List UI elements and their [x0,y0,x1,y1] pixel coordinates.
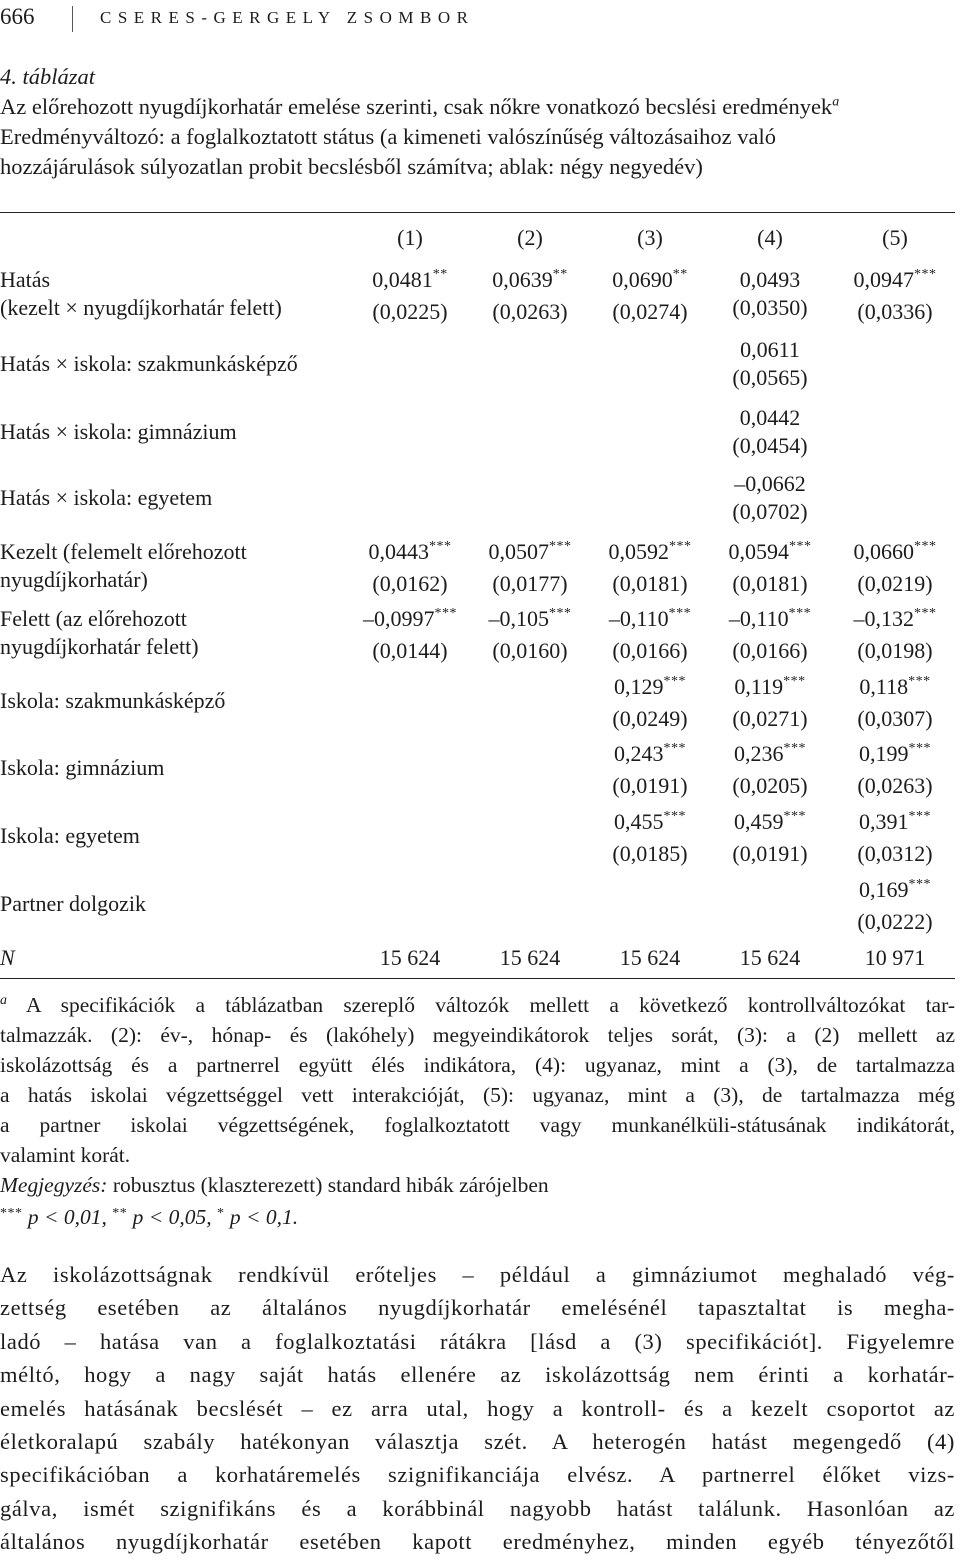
coefficient [372,266,448,298]
footnote-text: a partner iskolai végzettségének, foglalkoztatott vagy munkanélküli-státusának indikátorát, [0,1113,955,1137]
coefficient [854,538,937,570]
coefficient [859,876,931,908]
n-label: N [0,945,15,970]
coefficient-value: 0,169 [859,877,909,902]
table-cell [710,266,830,322]
coefficient [609,538,692,570]
coefficient [854,266,937,298]
row-label [0,605,199,661]
footnote-text: a hatás iskolai végzettséggel vett interakcióját, (5): ugyanaz, mint a (3), de tartalmazza még [0,1083,955,1107]
body-line: emelés hatásának becslését – ez arra utal, hogy a kontroll- és a kezelt csoportot az [0,1395,955,1421]
column-header: (4) [757,225,783,250]
row-label [0,350,298,378]
significance-stars: *** [783,741,806,756]
table-cell [835,740,955,800]
footnote-text: iskolázottság és a partnerrel együtt élés indikátora, (4): ugyanaz, mint a (3), de tartalmazza [0,1053,955,1077]
body-line: Az iskolázottságnak rendkívül erőteljes – például a gimnáziumot meghaladó vég- [0,1262,955,1287]
standard-error: (0,0350) [732,295,808,320]
body-line: ladó – hatása van a foglalkoztatási rátákra [lásd a (3) specifikációt]. Figyelemre [0,1328,955,1354]
coefficient [734,740,806,772]
significance-stars: *** [908,809,931,824]
column-header: (3) [637,225,663,250]
footnote-line [0,1140,955,1170]
significance-stars: *** [783,809,806,824]
table-cell [835,876,955,936]
coefficient-value: 0,119 [734,674,784,699]
row-label-line: Hatás × iskola: egyetem [0,485,213,510]
table-title-note-mark: a [832,94,840,110]
standard-error: (0,0565) [732,365,808,390]
row-label [0,754,164,782]
row-label [0,266,282,322]
coefficient-value: 0,0594 [728,539,789,564]
significance-stars: *** [914,267,937,282]
standard-error: (0,0263) [492,299,568,324]
coefficient-value: 0,391 [859,809,909,834]
significance-legend [0,1202,955,1236]
row-label-line: Iskola: szakmunkásképző [0,688,226,713]
outcome-line-1: Eredményváltozó: a foglalkoztatott státus (a kimeneti valószínűség változásaihoz való [0,124,776,149]
significance-stars: *** [429,539,452,554]
coefficient-value: –0,105 [488,606,549,631]
coefficient-value: 0,0493 [739,267,801,292]
standard-error: (0,0162) [372,571,448,596]
coefficient [609,605,691,637]
running-header [0,4,960,36]
row-label [0,890,146,918]
table-footnotes [0,990,955,1236]
row-label [0,418,237,446]
footnote-a [0,990,955,1170]
sig-1-stars: *** [0,1206,23,1221]
column-header: (1) [397,225,423,250]
row-label [0,484,212,512]
significance-stars: *** [783,674,806,689]
standard-error: (0,0160) [492,638,568,663]
standard-error: (0,0191) [732,841,808,866]
table-cell [590,740,710,800]
footnote-line [0,1050,955,1080]
n-value: 15 624 [739,945,801,970]
standard-error: (0,0249) [612,706,688,731]
significance-stars: *** [663,741,686,756]
n-value: 10 971 [864,945,926,970]
standard-error: (0,0205) [732,773,808,798]
table-cell [350,605,470,665]
standard-error: (0,0454) [732,433,808,458]
table-cell [710,808,830,868]
note-text: robusztus (klaszterezett) standard hibák zárójelben [107,1173,549,1197]
footnote-note [0,1170,955,1200]
significance-stars: *** [434,606,457,621]
body-line: zettség esetében az általános nyugdíjkorhatár emelésénél tapasztaltat is megha- [0,1295,955,1321]
standard-error: (0,0185) [612,841,688,866]
note-label: Megjegyzés: [0,1173,108,1197]
coefficient [740,266,801,294]
table-cell [470,266,590,326]
sig-3-stars: * [217,1206,225,1221]
coefficient-value: 0,459 [734,809,784,834]
standard-error: (0,0271) [732,706,808,731]
table-caption [0,62,960,182]
significance-stars: *** [663,674,686,689]
row-label-line: Kezelt (felemelt előrehozott [0,539,247,564]
standard-error: (0,0191) [612,773,688,798]
standard-error: (0,0166) [612,638,688,663]
coefficient-value: 0,0481 [372,267,433,292]
n-value: 15 624 [499,945,561,970]
row-label-line: Iskola: egyetem [0,823,140,848]
significance-stars: ** [432,267,448,282]
row-label-line: nyugdíjkorhatár felett) [0,634,199,659]
coefficient-value: –0,110 [608,606,669,631]
column-header: (5) [882,225,908,250]
table-cell [710,470,830,526]
coefficient-value: 0,0592 [608,539,669,564]
page-number: 666 [0,4,35,29]
table-cell [835,605,955,665]
table-cell [710,404,830,460]
coefficient-value: 0,0639 [492,267,553,292]
n-value: 15 624 [379,945,441,970]
standard-error: (0,0181) [612,571,688,596]
coefficient [489,538,572,570]
row-label [0,538,247,594]
standard-error: (0,0198) [857,638,933,663]
footnote-text: valamint korát. [0,1143,131,1167]
standard-error: (0,0225) [372,299,448,324]
n-value: 15 624 [619,945,681,970]
significance-stars: *** [789,539,812,554]
standard-error: (0,0307) [857,706,933,731]
sig-3-text: p < 0,1. [224,1205,299,1229]
coefficient-value: 0,0611 [740,337,800,362]
significance-stars: *** [788,606,812,621]
table-number: 4. táblázat [0,64,96,89]
footnote-line [0,990,955,1020]
table-cell [470,538,590,598]
coefficient-value: 0,129 [614,674,664,699]
table-bottom-rule [0,978,955,979]
coefficient [614,808,686,840]
row-label-line: nyugdíjkorhatár) [0,567,148,592]
table-cell [470,605,590,665]
coefficient [614,740,686,772]
coefficient [729,605,811,637]
coefficient-value: –0,110 [728,606,789,631]
coefficient-value: –0,0997 [363,606,435,631]
row-label-line: Partner dolgozik [0,891,147,916]
table-cell [710,336,830,392]
row-label [0,687,225,715]
table-cell [590,808,710,868]
row-label-line: Iskola: gimnázium [0,755,165,780]
table-cell [710,673,830,733]
coefficient-value: 0,0660 [853,539,914,564]
standard-error: (0,0312) [857,841,933,866]
row-label-line: Felett (az előrehozott [0,606,187,631]
coefficient [614,673,686,705]
standard-error: (0,0702) [732,499,808,524]
table-cell [835,266,955,326]
coefficient [734,808,806,840]
table-cell [590,538,710,598]
coefficient [859,740,931,772]
standard-error: (0,0336) [857,299,933,324]
running-title: CSERES-GERGELY ZSOMBOR [100,8,475,27]
significance-stars: *** [663,809,686,824]
table-top-rule [0,212,955,213]
significance-stars: *** [668,606,692,621]
significance-stars: *** [669,539,692,554]
significance-stars: ** [672,267,688,282]
coefficient [734,673,805,705]
sig-1-text: p < 0,01, [22,1205,113,1229]
column-header: (2) [517,225,543,250]
coefficient [612,266,688,298]
table-cell [835,538,955,598]
coefficient-value: 0,236 [734,741,784,766]
table-cell [590,605,710,665]
table-cell [350,266,470,326]
significance-stars: *** [908,741,931,756]
coefficient [859,673,930,705]
standard-error: (0,0144) [372,638,448,663]
coefficient [363,605,457,637]
coefficient-value: 0,0507 [488,539,549,564]
body-line: gálva, ismét szignifikáns és a korábbinál nagyobb hatást találunk. Hasonlóan az [0,1495,955,1521]
table-cell [835,808,955,868]
coefficient-value: 0,243 [614,741,664,766]
table-cell [835,673,955,733]
table-cell [710,605,830,665]
row-label [0,822,140,850]
coefficient-value: 0,0442 [739,405,801,430]
standard-error: (0,0274) [612,299,688,324]
coefficient [489,605,572,637]
significance-stars: *** [908,877,931,892]
row-label-line: (kezelt × nyugdíjkorhatár felett) [0,295,282,320]
coefficient-value: 0,0690 [612,267,673,292]
coefficient-value: –0,0662 [734,471,806,496]
body-line: általános nyugdíjkorhatár esetében kapott eredményhez, minden egyéb tényezőtől [0,1529,955,1555]
footnote-mark: a [0,992,7,1008]
significance-stars: *** [914,606,937,621]
standard-error: (0,0219) [857,571,933,596]
coefficient-value: 0,199 [859,741,909,766]
significance-stars: *** [914,539,937,554]
footnote-line [0,1110,955,1140]
significance-stars: *** [908,674,931,689]
footnote-text: talmazzák. (2): év-, hónap- és (lakóhely) megyeindikátorok teljes sorát, (3): a (2) mellett az [0,1023,955,1047]
footnote-text: A specifikációk a táblázatban szereplő változók mellett a következő kontrollváltozókat tar- [26,993,955,1017]
coefficient [729,538,812,570]
body-paragraph [0,1258,955,1559]
table-cell [710,538,830,598]
header-divider [72,6,73,32]
coefficient-value: 0,455 [614,809,664,834]
footnote-line [0,1020,955,1050]
coefficient [734,470,806,498]
coefficient [854,605,937,637]
body-line: specifikációban a korhatáremelés szignifikanciája elvész. A partnerrel élőket vizs- [0,1462,955,1488]
footnote-line [0,1080,955,1110]
standard-error: (0,0177) [492,571,568,596]
coefficient-value: 0,0947 [853,267,914,292]
table-cell [590,673,710,733]
standard-error: (0,0181) [732,571,808,596]
sig-2-text: p < 0,05, [127,1205,218,1229]
sig-2-stars: ** [112,1206,128,1221]
row-label-line: Hatás × iskola: szakmunkásképző [0,351,298,376]
coefficient-value: 0,118 [859,674,909,699]
table-title: Az előrehozott nyugdíjkorhatár emelése szerinti, csak nőkre vonatkozó becslési eredmények [0,94,833,119]
significance-stars: *** [549,539,572,554]
table-cell [710,740,830,800]
table-cell [590,266,710,326]
coefficient-value: –0,132 [853,606,914,631]
coefficient [492,266,568,298]
standard-error: (0,0263) [857,773,933,798]
table-cell [350,538,470,598]
outcome-line-2: hozzájárulások súlyozatlan probit becslésből számítva; ablak: négy negyedév) [0,154,703,179]
coefficient [369,538,452,570]
row-label-line: Hatás × iskola: gimnázium [0,419,237,444]
coefficient-value: 0,0443 [368,539,429,564]
body-line: életkoralapú szabály hatékonyan választja szét. A heterogén hatást megengedő (4) [0,1429,955,1455]
significance-stars: ** [552,267,568,282]
coefficient [740,336,800,364]
standard-error: (0,0222) [857,909,933,934]
row-label-line: Hatás [0,267,51,292]
coefficient [859,808,931,840]
standard-error: (0,0166) [732,638,808,663]
significance-stars: *** [549,606,572,621]
body-line: méltó, hogy a nagy saját hatás ellenére az iskolázottság nem érinti a korhatár- [0,1362,955,1388]
coefficient [740,404,801,432]
